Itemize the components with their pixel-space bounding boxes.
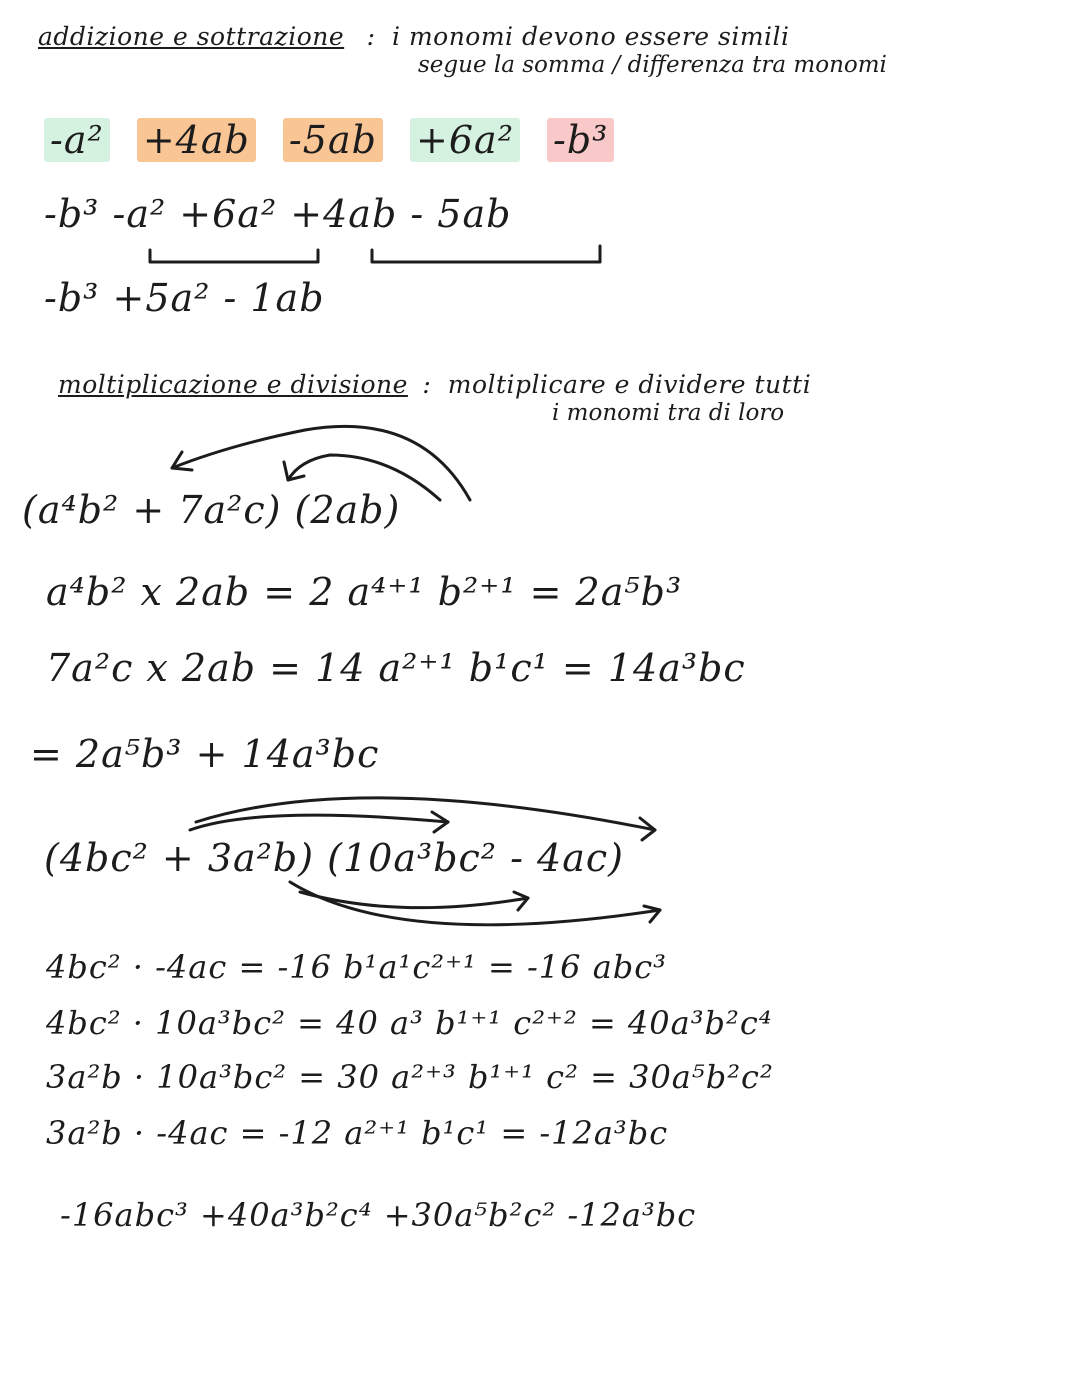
section1-rule-prefix: : <box>366 22 376 51</box>
arrow-example2-bottom2 <box>290 882 660 925</box>
section1-result: -b³ +5a² - 1ab <box>44 276 325 320</box>
example2-result: -16abc³ +40a³b²c⁴ +30a⁵b²c² -12a³bc <box>60 1196 697 1234</box>
arrow-example2-bottom1-head <box>514 892 528 910</box>
arrow-example2-bottom1 <box>300 892 528 908</box>
term-3: -5ab <box>283 118 383 162</box>
arrow-example2-top2 <box>196 798 655 830</box>
example2-step2: 4bc² · 10a³bc² = 40 a³ b¹⁺¹ c²⁺² = 40a³b²c⁴ <box>46 1004 773 1042</box>
section1-expression <box>44 118 628 162</box>
section2-title-text: moltiplicazione e divisione <box>58 370 408 399</box>
arrow-example1-inner-head <box>284 462 304 480</box>
section1-rule-line1: i monomi devono essere simili <box>392 22 790 51</box>
section1-title <box>38 22 790 51</box>
arrow-example2-top1 <box>190 815 448 830</box>
bracket-ab-terms <box>372 246 600 262</box>
arrow-example2-top2-head <box>640 818 655 840</box>
example1-result: = 2a⁵b³ + 14a³bc <box>30 732 380 776</box>
term-4: +6a² <box>410 118 520 162</box>
section1-title-text: addizione e sottrazione <box>38 22 345 51</box>
section1-rule-line2: segue la somma / differenza tra monomi <box>418 52 887 78</box>
example2-step3: 3a²b · 10a³bc² = 30 a²⁺³ b¹⁺¹ c² = 30a⁵b²c² <box>46 1058 774 1096</box>
arrow-example2-top1-head <box>432 812 448 832</box>
term-5: -b³ <box>547 118 614 162</box>
arrow-example1-outer-head <box>172 452 192 470</box>
example2-expression: (4bc² + 3a²b) (10a³bc² - 4ac) <box>44 836 624 880</box>
example2-step4: 3a²b · -4ac = -12 a²⁺¹ b¹c¹ = -12a³bc <box>46 1114 669 1152</box>
section1-regroup: -b³ -a² +6a² +4ab - 5ab <box>44 192 512 236</box>
example1-step2: 7a²c x 2ab = 14 a²⁺¹ b¹c¹ = 14a³bc <box>46 646 746 690</box>
bracket-a2-terms <box>150 250 318 262</box>
term-1: -a² <box>44 118 110 162</box>
example2-step1: 4bc² · -4ac = -16 b¹a¹c²⁺¹ = -16 abc³ <box>46 948 667 986</box>
section2-rule-line2: i monomi tra di loro <box>552 400 785 426</box>
example1-expression: (a⁴b² + 7a²c) (2ab) <box>22 488 401 532</box>
term-2: +4ab <box>137 118 256 162</box>
section2-rule-prefix: : <box>422 370 432 399</box>
arrow-example2-bottom2-head <box>644 906 660 922</box>
example1-step1: a⁴b² x 2ab = 2 a⁴⁺¹ b²⁺¹ = 2a⁵b³ <box>46 570 683 614</box>
section2-rule-line1: moltiplicare e dividere tutti <box>447 370 812 399</box>
section2-title <box>58 370 811 399</box>
